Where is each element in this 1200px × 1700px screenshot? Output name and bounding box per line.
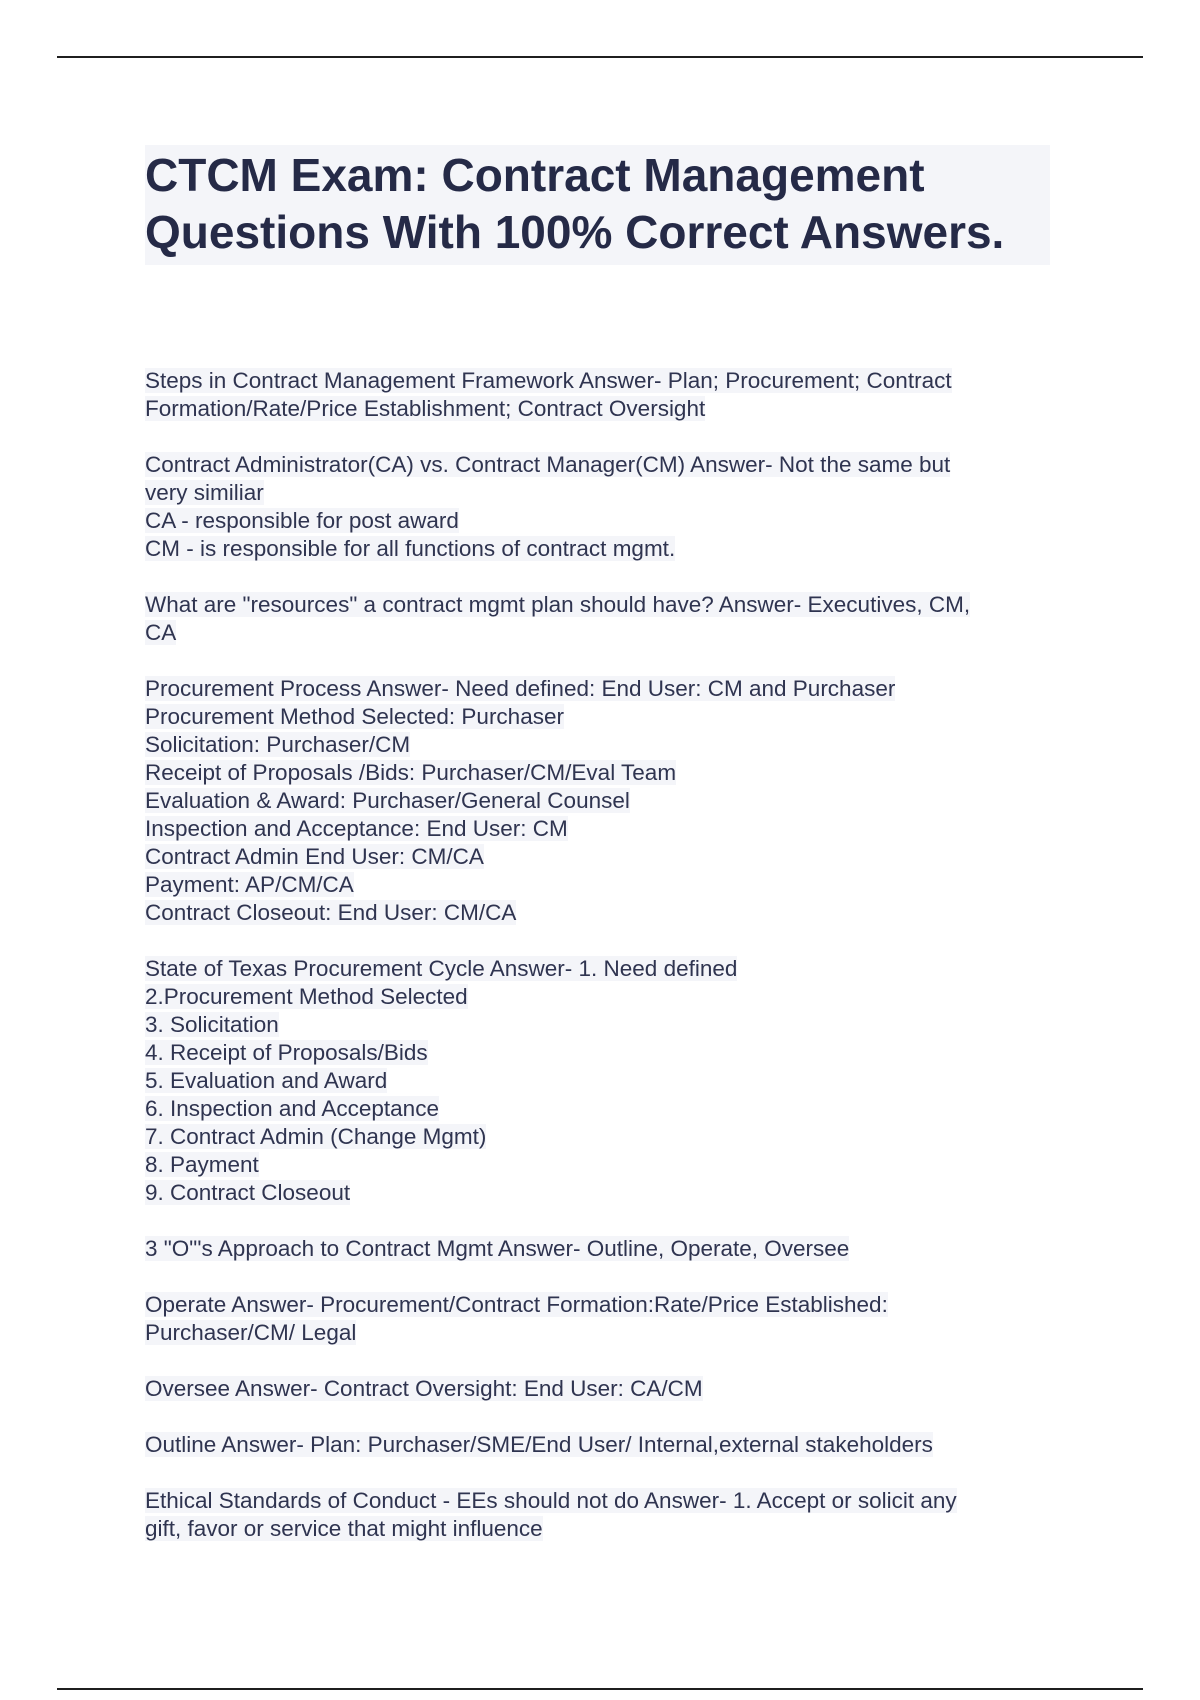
qa-line: 6. Inspection and Acceptance bbox=[145, 1096, 439, 1121]
qa-line: Procurement Method Selected: Purchaser bbox=[145, 704, 564, 729]
bottom-rule bbox=[57, 1688, 1143, 1690]
qa-line: Formation/Rate/Price Establishment; Contract Oversight bbox=[145, 396, 706, 421]
qa-line: 5. Evaluation and Award bbox=[145, 1068, 388, 1093]
qa-line: CA bbox=[145, 620, 177, 645]
qa-line: Oversee Answer- Contract Oversight: End User: CA/CM bbox=[145, 1376, 703, 1401]
qa-line: Evaluation & Award: Purchaser/General Counsel bbox=[145, 788, 630, 813]
qa-line: gift, favor or service that might influence bbox=[145, 1516, 543, 1541]
qa-line: State of Texas Procurement Cycle Answer- 1. Need defined bbox=[145, 956, 738, 981]
qa-line: Outline Answer- Plan: Purchaser/SME/End User/ Internal,external stakeholders bbox=[145, 1432, 933, 1457]
qa-item bbox=[145, 1291, 1050, 1347]
qa-line: Procurement Process Answer- Need defined: End User: CM and Purchaser bbox=[145, 676, 896, 701]
qa-item bbox=[145, 955, 1050, 1207]
qa-line: 9. Contract Closeout bbox=[145, 1180, 351, 1205]
qa-item bbox=[145, 451, 1050, 563]
qa-line: 2.Procurement Method Selected bbox=[145, 984, 468, 1009]
title-line-1: CTCM Exam: Contract Management bbox=[145, 149, 925, 201]
qa-line: 3. Solicitation bbox=[145, 1012, 279, 1037]
qa-item bbox=[145, 1375, 1050, 1403]
qa-item bbox=[145, 367, 1050, 423]
qa-item bbox=[145, 1431, 1050, 1459]
qa-line: Payment: AP/CM/CA bbox=[145, 872, 354, 897]
qa-line: Contract Administrator(CA) vs. Contract Manager(CM) Answer- Not the same but bbox=[145, 452, 951, 477]
qa-line: Operate Answer- Procurement/Contract Formation:Rate/Price Established: bbox=[145, 1292, 888, 1317]
qa-line: Contract Closeout: End User: CM/CA bbox=[145, 900, 517, 925]
qa-item bbox=[145, 1487, 1050, 1543]
qa-line: 3 "O"'s Approach to Contract Mgmt Answer- Outline, Operate, Oversee bbox=[145, 1236, 850, 1261]
qa-line: CM - is responsible for all functions of contract mgmt. bbox=[145, 536, 676, 561]
qa-line: Inspection and Acceptance: End User: CM bbox=[145, 816, 568, 841]
title-line-2: Questions With 100% Correct Answers. bbox=[145, 206, 1005, 258]
qa-line: Ethical Standards of Conduct - EEs should not do Answer- 1. Accept or solicit any bbox=[145, 1488, 957, 1513]
top-rule bbox=[57, 56, 1143, 58]
qa-line: What are "resources" a contract mgmt plan should have? Answer- Executives, CM, bbox=[145, 592, 971, 617]
qa-line: CA - responsible for post award bbox=[145, 508, 459, 533]
document-title bbox=[145, 145, 1050, 265]
qa-item bbox=[145, 1235, 1050, 1263]
qa-list bbox=[145, 367, 1050, 1571]
qa-line: Contract Admin End User: CM/CA bbox=[145, 844, 484, 869]
qa-line: very similiar bbox=[145, 480, 264, 505]
qa-item bbox=[145, 591, 1050, 647]
qa-line: 8. Payment bbox=[145, 1152, 259, 1177]
qa-line: Receipt of Proposals /Bids: Purchaser/CM/Eval Team bbox=[145, 760, 677, 785]
qa-line: Steps in Contract Management Framework Answer- Plan; Procurement; Contract bbox=[145, 368, 952, 393]
qa-line: Solicitation: Purchaser/CM bbox=[145, 732, 411, 757]
qa-line: Purchaser/CM/ Legal bbox=[145, 1320, 357, 1345]
qa-line: 7. Contract Admin (Change Mgmt) bbox=[145, 1124, 487, 1149]
qa-item bbox=[145, 675, 1050, 927]
qa-line: 4. Receipt of Proposals/Bids bbox=[145, 1040, 428, 1065]
